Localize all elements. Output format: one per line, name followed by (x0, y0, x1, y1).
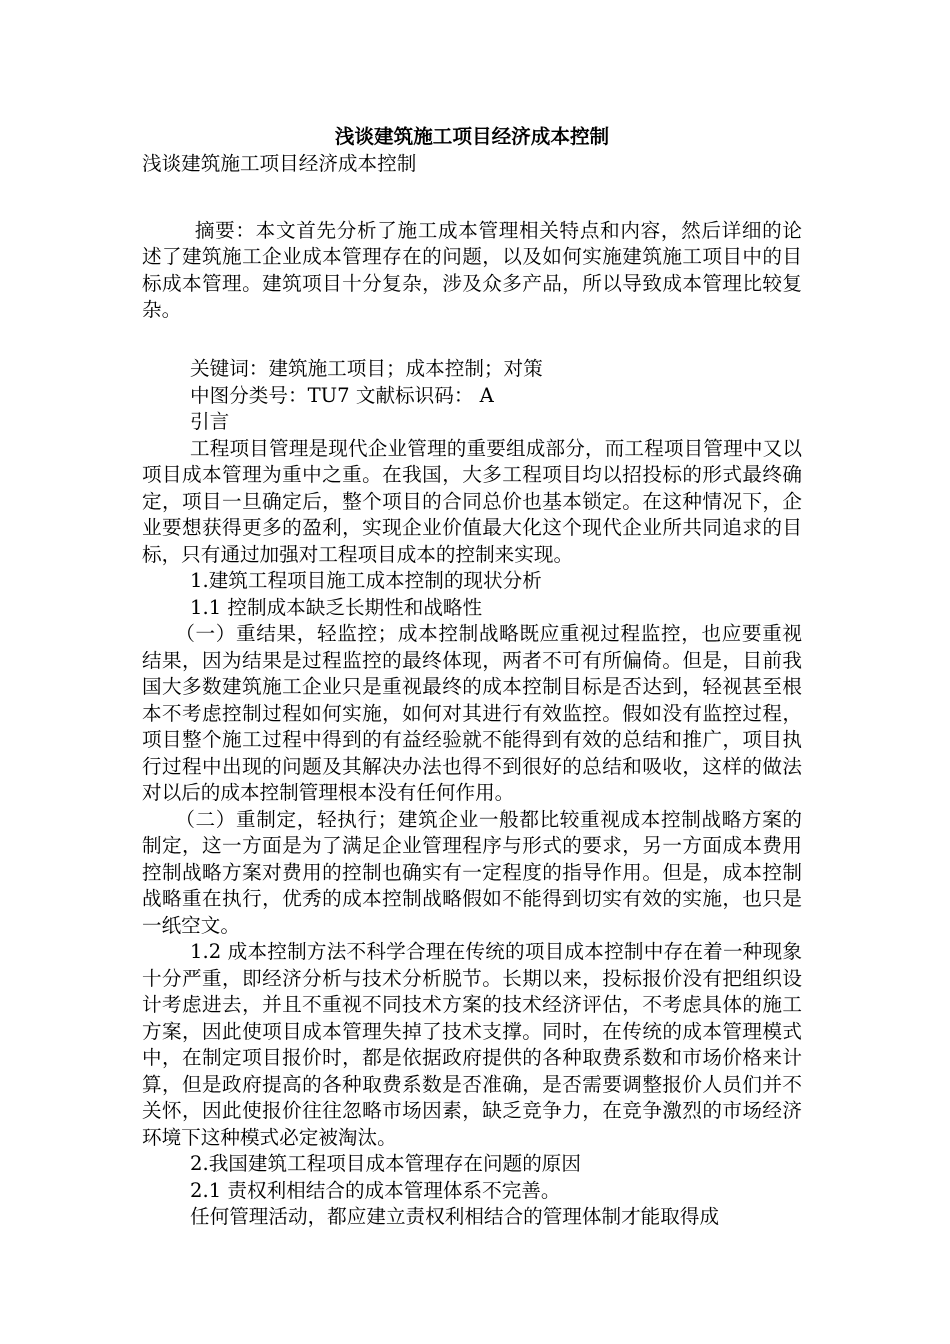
keyword-block (142, 356, 802, 436)
section-2-1-paragraph: 任何管理活动，都应建立责权利相结合的管理体制才能取得成 (190, 1205, 720, 1228)
abstract-paragraph: 摘要：本文首先分析了施工成本管理相关特点和内容，然后详细的论述了建筑施工企业成本管理存在的问题，以及如何实施建筑施工项目中的目标成本管理。建筑项目十分复杂，涉及众多产品，所以导致成本管理比较复杂。 (142, 218, 802, 321)
intro-paragraph: 工程项目管理是现代企业管理的重要组成部分，而工程项目管理中又以项目成本管理为重中之重。在我国，大多工程项目均以招投标的形式最终确定，项目一旦确定后，整个项目的合同总价也基本锁定。在这种情况下，企业要想获得更多的盈利，实现企业价值最大化这个现代企业所共同追求的目标，只有通过加强对工程项目成本的控制来实现。 (142, 436, 802, 566)
section-2-heading: 2.我国建筑工程项目成本管理存在问题的原因 (190, 1152, 581, 1175)
document-body (142, 124, 802, 1231)
keywords-line: 关键词：建筑施工项目；成本控制；对策 (190, 357, 543, 380)
document-subtitle: 浅谈建筑施工项目经济成本控制 (142, 151, 417, 175)
classification-line: 中图分类号：TU7 文献标识码： A (190, 383, 494, 407)
section-2-1-heading: 2.1 责权利相结合的成本管理体系不完善。 (190, 1178, 561, 1202)
point-1-paragraph: （一）重结果，轻监控；成本控制战略既应重视过程监控，也应要重视结果，因为结果是过程监控的最终体现，两者不可有所偏倚。但是，目前我国大多数建筑施工企业只是重视最终的成本控制目标是否达到，轻视甚至根本不考虑控制过程如何实施，如何对其进行有效监控。假如没有监控过程，项目整个施工过程中得到的有益经验就不能得到有效的总结和推广，项目执行过程中出现的问题及其解决办法也得不到很好的总结和吸收，这样的做法对以后的成本控制管理根本没有任何作用。 (142, 622, 802, 804)
blank-line (142, 177, 802, 204)
document-title: 浅谈建筑施工项目经济成本控制 (334, 125, 610, 148)
section-1-2-paragraph: 1.2 成本控制方法不科学合理在传统的项目成本控制中存在着一种现象十分严重，即经济分析与技术分析脱节。长期以来，投标报价没有把组织设计考虑进去，并且不重视不同技术方案的技术经济评估，不考虑具体的施工方案，因此使项目成本管理失掉了技术支撑。同时，在传统的成本管理模式中，在制定项目报价时，都是依据政府提供的各种取费系数和市场价格来计算，但是政府提高的各种取费系数是否准确，是否需要调整报价人员们并不关怀，因此使报价往往忽略市场因素，缺乏竞争力，在竞争激烈的市场经济环境下这种模式必定被淘汰。 (142, 940, 802, 1149)
section-1-1-heading: 1.1 控制成本缺乏长期性和战略性 (190, 595, 483, 619)
intro-heading: 引言 (190, 410, 230, 433)
blank-line (142, 324, 802, 351)
section-1-heading: 1.建筑工程项目施工成本控制的现状分析 (190, 569, 542, 592)
point-2-paragraph: （二）重制定，轻执行；建筑企业一般都比较重视成本控制战略方案的制定，这一方面是为了满足企业管理程序与形式的要求，另一方面成本费用控制战略方案对费用的控制也确实有一定程度的指导作用。但是，成本控制战略重在执行，优秀的成本控制战略假如不能得到切实有效的实施，也只是一纸空文。 (142, 807, 802, 937)
